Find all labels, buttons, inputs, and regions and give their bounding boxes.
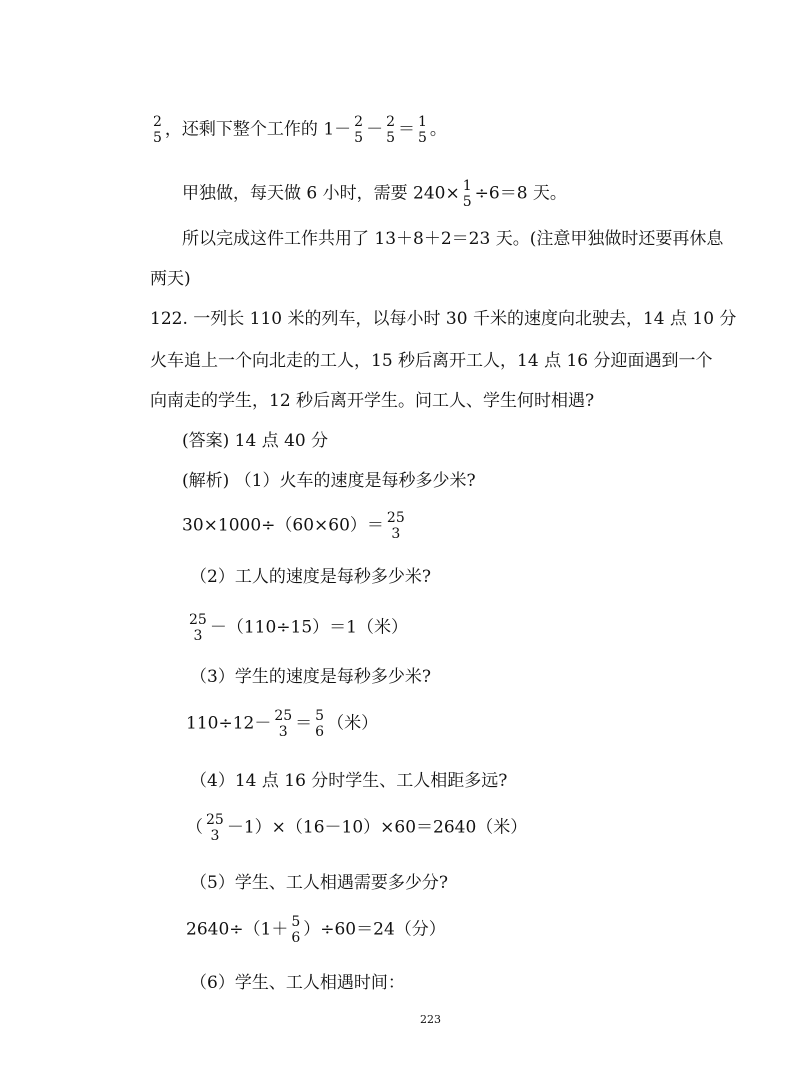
meeting-time-calc: 2640÷（1＋ 5 6 ）÷60＝24（分） bbox=[186, 914, 446, 946]
line-fraction-remaining: 2 5 ，还剩下整个工作的 1－ 2 5 － 2 5 ＝ 1 5 。 bbox=[153, 114, 447, 146]
fraction: 25 3 bbox=[206, 812, 224, 844]
fraction: 2 5 bbox=[386, 114, 395, 146]
worker-speed-calc: 25 3 －（110÷15）＝1（米） bbox=[189, 612, 408, 644]
fraction: 25 3 bbox=[386, 510, 405, 542]
fraction: 5 6 bbox=[291, 914, 301, 946]
distance-calc: （ 25 3 －1）×（16－10）×60＝2640（米） bbox=[186, 812, 528, 844]
problem-122-line-2: 火车追上一个向北走的工人，15 秒后离开工人，14 点 16 分迎面遇到一个 bbox=[150, 351, 713, 371]
fraction: 2 5 bbox=[153, 114, 162, 146]
step-5-question: （5）学生、工人相遇需要多少分? bbox=[190, 873, 448, 893]
student-speed-calc: 110÷12－ 25 3 ＝ 5 6 （米） bbox=[186, 708, 379, 740]
step-4-question: （4）14 点 16 分时学生、工人相距多远? bbox=[190, 771, 508, 791]
problem-122-line-1: 122. 一列长 110 米的列车，以每小时 30 千米的速度向北驶去，14 点 10 分 bbox=[150, 309, 737, 329]
fraction: 1 5 bbox=[462, 178, 472, 210]
fraction: 2 5 bbox=[354, 114, 364, 146]
line-jia-alone: 甲独做，每天做 6 小时，需要 240× 1 5 ÷6＝8 天。 bbox=[182, 178, 567, 210]
line-total-days: 所以完成这件工作共用了 13＋8＋2＝23 天。(注意甲独做时还要再休息 bbox=[182, 229, 724, 249]
problem-122-line-3: 向南走的学生，12 秒后离开学生。问工人、学生何时相遇? bbox=[150, 391, 595, 411]
page-number: 223 bbox=[420, 1013, 441, 1026]
analysis-line: (解析) （1）火车的速度是每秒多少米? bbox=[182, 471, 476, 491]
fraction: 5 6 bbox=[315, 708, 325, 740]
fraction: 1 5 bbox=[418, 114, 427, 146]
train-speed-calc: 30×1000÷（60×60）＝ 25 3 bbox=[182, 510, 405, 542]
fraction: 25 3 bbox=[189, 612, 207, 644]
step-2-question: （2）工人的速度是每秒多少米? bbox=[190, 567, 431, 587]
fraction: 25 3 bbox=[274, 708, 293, 740]
step-3-question: （3）学生的速度是每秒多少米? bbox=[190, 667, 431, 687]
line-two-days: 两天) bbox=[150, 269, 191, 289]
step-6-question: （6）学生、工人相遇时间： bbox=[190, 973, 405, 993]
answer-line: (答案) 14 点 40 分 bbox=[182, 431, 329, 451]
